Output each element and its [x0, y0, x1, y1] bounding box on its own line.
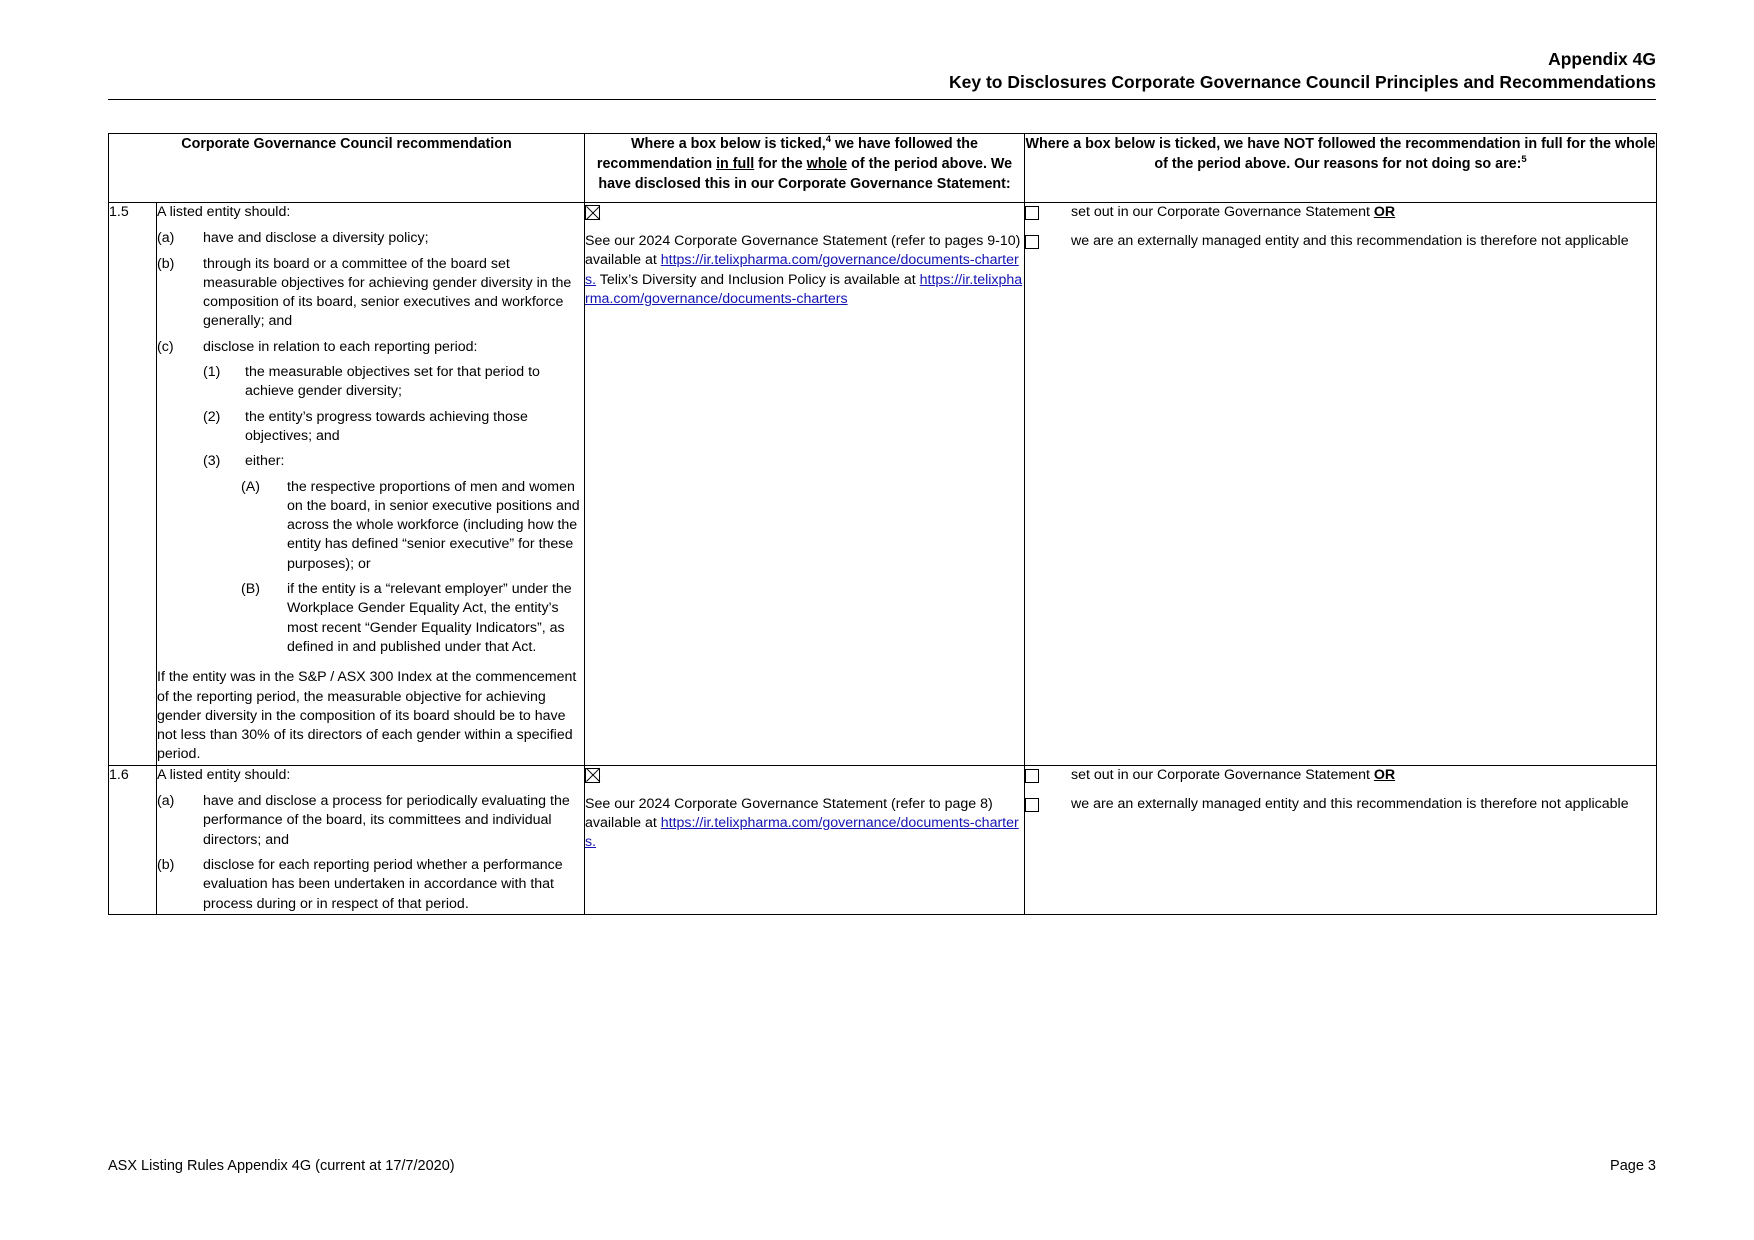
recommendation-number-label: 1.5 [109, 204, 129, 220]
document-subtitle: Key to Disclosures Corporate Governance Council Principles and Recommendations [949, 72, 1656, 92]
not-followed-cell [1025, 765, 1657, 914]
not-followed-option[interactable] [1025, 203, 1656, 222]
list-marker: (b) [157, 255, 175, 272]
header-followed-underline-infull: in full [716, 156, 755, 172]
header-divider [108, 99, 1656, 100]
recommendation-number [109, 765, 157, 914]
empty-checkbox-icon[interactable] [1025, 206, 1039, 220]
option-text: set out in our Corporate Governance Statement [1071, 204, 1374, 220]
footer-page-number: Page 3 [1610, 1158, 1656, 1174]
list-text: the entity’s progress towards achieving those objectives; and [245, 408, 528, 444]
list-marker: (A) [241, 478, 260, 495]
empty-checkbox-icon[interactable] [1025, 769, 1039, 783]
footer-left-text: ASX Listing Rules Appendix 4G (current at 17/7/2020) [108, 1158, 455, 1174]
header-followed-part3: for the [754, 156, 807, 172]
table-row [109, 203, 1657, 766]
list-text: the measurable objectives set for that period to achieve gender diversity; [245, 364, 540, 400]
header-followed-part4: of the period above. We have disclosed this in our Corporate Governance Statement: [598, 156, 1013, 192]
list-item [203, 452, 584, 471]
list-marker: (1) [203, 364, 221, 381]
list-text: either: [245, 453, 285, 470]
list-marker: (B) [241, 581, 260, 598]
list-text: if the entity is a “relevant employer” under the Workplace Gender Equality Act, the entity’s most recent “Gender Equality Indicators”, as defined in and published under that Act. [287, 581, 572, 655]
empty-checkbox-icon[interactable] [1025, 235, 1039, 249]
list-text: have and disclose a process for periodically evaluating the performance of the board, its committees and individual directors; and [203, 793, 570, 848]
header-recommendation-label: Corporate Governance Council recommendation [181, 136, 512, 152]
list-item [157, 792, 584, 850]
list-item [157, 856, 584, 914]
disclosure-text-part1: See our 2024 Corporate Governance Statement (refer to pages 9-10) available at [585, 233, 1021, 269]
header-followed [585, 134, 1025, 203]
list-marker: (a) [157, 793, 175, 810]
list-marker: (c) [157, 338, 174, 355]
appendix-title: Appendix 4G [1548, 49, 1656, 69]
recommendation-list [157, 792, 584, 914]
list-text: disclose in relation to each reporting period: [203, 338, 478, 355]
not-followed-option[interactable] [1025, 232, 1656, 251]
header-followed-part2: we have followed the recommendation [596, 136, 978, 172]
recommendation-lead: A listed entity should: [157, 204, 291, 220]
recommendation-sublist [203, 363, 584, 657]
not-followed-option-label: we are an externally managed entity and this recommendation is therefore not applicable [1071, 233, 1629, 250]
not-followed-option[interactable] [1025, 766, 1656, 785]
document-header [108, 48, 1656, 94]
table-row [109, 765, 1657, 914]
governance-documents-link[interactable]: https://ir.telixpharma.com/governance/documents-charters. [585, 815, 1019, 851]
footnote-marker-5: 5 [1521, 154, 1527, 166]
not-followed-option-label: we are an externally managed entity and this recommendation is therefore not applicable [1071, 796, 1629, 813]
recommendation-lead: A listed entity should: [157, 766, 291, 783]
not-followed-option[interactable] [1025, 795, 1656, 814]
list-item [157, 229, 584, 248]
list-item [203, 363, 584, 402]
governance-documents-link-2[interactable]: https://ir.telixpharma.com/governance/documents-charters [585, 271, 1023, 307]
list-marker: (3) [203, 453, 221, 470]
list-item [203, 408, 584, 447]
ticked-checkbox-icon[interactable] [585, 205, 600, 220]
recommendation-text-cell [157, 765, 585, 914]
empty-checkbox-icon[interactable] [1025, 798, 1039, 812]
disclosure-text-part2: Telix’s Diversity and Inclusion Policy is available at [596, 271, 920, 288]
recommendation-tail-paragraph: If the entity was in the S&P / ASX 300 Index at the commencement of the reporting period, the measurable objective for achieving gender diversity in the composition of its board should be to have not less than 30% of its directors of each gender within a specified period. [157, 669, 577, 763]
disclosure-text [585, 232, 1024, 309]
ticked-checkbox-icon[interactable] [585, 768, 600, 783]
disclosure-text-part1: See our 2024 Corporate Governance Statement (refer to page 8) available at [585, 795, 993, 832]
governance-documents-link[interactable]: https://ir.telixpharma.com/governance/documents-charters. [585, 252, 1019, 288]
list-item [241, 478, 584, 574]
list-text: disclose for each reporting period whether a performance evaluation has been undertaken in accordance with that process during or in respect of that period. [203, 856, 563, 912]
not-followed-option-label [1071, 766, 1656, 785]
list-text: through its board or a committee of the board set measurable objectives for achieving gender diversity in the composition of its board, senior executives and workforce generally; and [203, 255, 572, 330]
footnote-marker-4: 4 [825, 134, 831, 146]
recommendation-number [109, 203, 157, 766]
option-or-emphasis: OR [1373, 204, 1396, 220]
list-item [157, 338, 584, 357]
list-text: the respective proportions of men and women on the board, in senior executive positions and across the whole workforce (including how the entity has defined “senior executive” for these purposes); or [287, 478, 580, 572]
recommendation-subsublist [241, 478, 584, 658]
option-or-emphasis: OR [1373, 766, 1396, 783]
header-not-followed-text: Where a box below is ticked, we have NOT followed the recommendation in full for the whole of the period above. Our reasons for not doing so are: [1025, 136, 1656, 172]
recommendation-number-label: 1.6 [109, 766, 129, 783]
header-followed-underline-whole: whole [806, 156, 848, 172]
table-header-row [109, 134, 1657, 203]
list-marker: (2) [203, 408, 221, 425]
recommendation-text-cell [157, 203, 585, 766]
list-marker: (a) [157, 230, 175, 247]
followed-cell [585, 203, 1025, 766]
list-text: have and disclose a diversity policy; [203, 230, 429, 247]
disclosure-text [585, 795, 1024, 853]
header-recommendation [109, 134, 585, 203]
header-not-followed [1025, 134, 1657, 203]
governance-disclosure-table [108, 133, 1657, 915]
list-item [157, 255, 584, 332]
not-followed-option-label [1071, 203, 1656, 222]
followed-cell [585, 765, 1025, 914]
option-text: set out in our Corporate Governance Statement [1071, 766, 1374, 783]
list-marker: (b) [157, 856, 175, 873]
list-item [241, 580, 584, 657]
document-footer [108, 1158, 1656, 1174]
header-followed-part1: Where a box below is ticked, [631, 136, 826, 152]
recommendation-list [157, 229, 584, 657]
not-followed-cell [1025, 203, 1657, 766]
